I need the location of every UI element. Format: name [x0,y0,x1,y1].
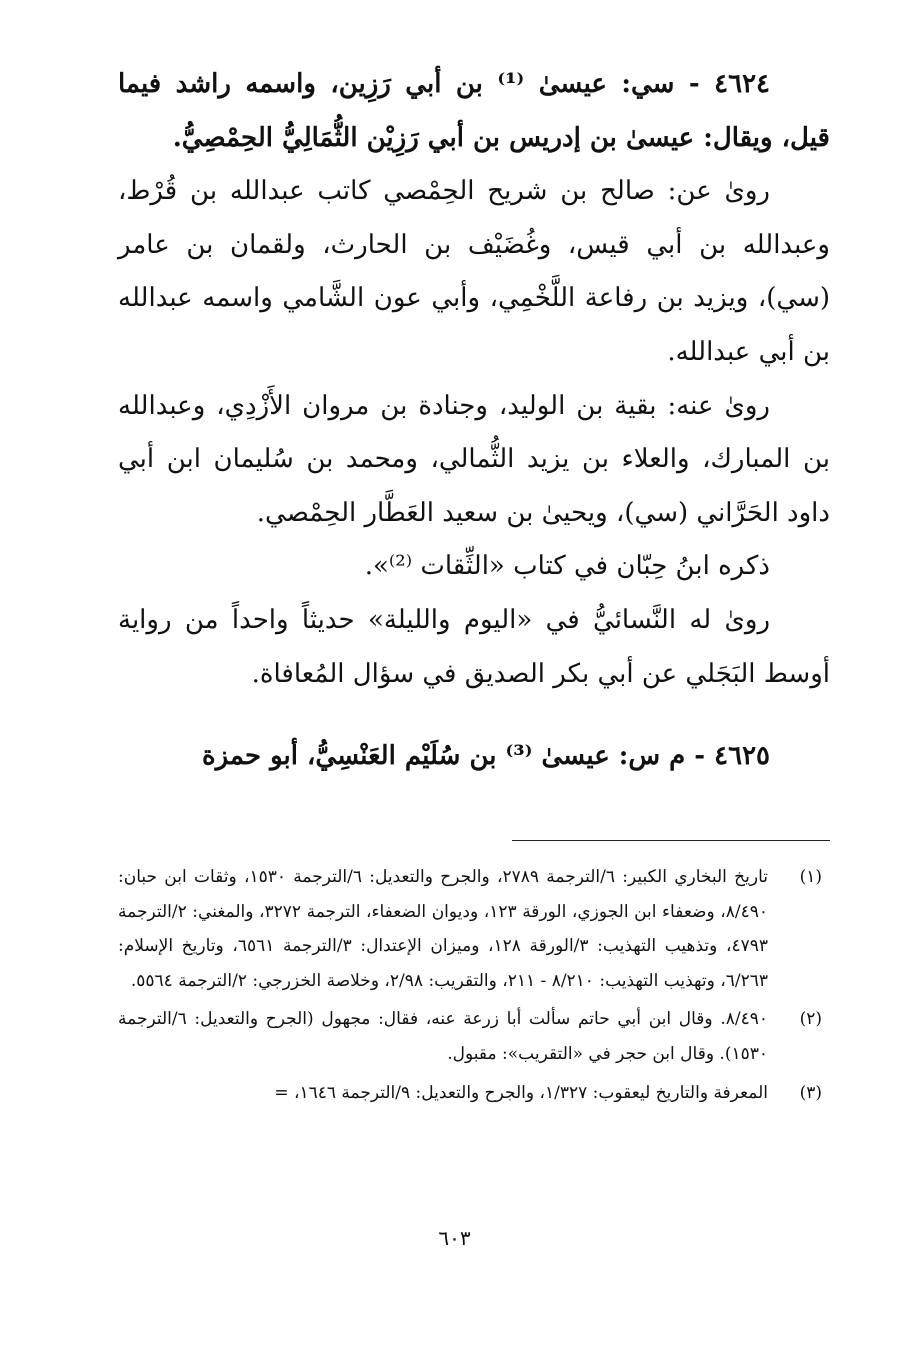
entry-4624-ibn-hibban: ذكره ابنُ حِبّان في كتاب «الثِّقات ⁽²⁾». [364,551,770,582]
footnote-text: ٨/٤٩٠. وقال ابن أبي حاتم سألت أبا زرعة عنه، فقال: مجهول (الجرح والتعديل: ٦/الترجمة ١٥٣٠). وقال ابن حجر في «التقريب»: مقبول. [118,1009,768,1064]
footnote-number: (٢) [799,1009,822,1030]
entry-4624-narrated-from: رویٰ عن: صالح بن شريح الحِمْصي كاتب عبدالله بن قُرْط، وعبدالله بن أبي قيس، وغُضَيْف بن الحارث، ولقمان بن عامر (سي)، ويزيد بن رفاعة اللَّخْمِي، وأبي عون الشَّامي واسمه عبدالله بن أبي عبدالله. [118,176,830,367]
footnote-text: تاريخ البخاري الكبير: ٦/الترجمة ٢٧٨٩، والجرح والتعديل: ٦/الترجمة ١٥٣٠، وثقات ابن حبان: ٨/٤٩٠، وضعفاء ابن الجوزي، الورقة ١٢٣، وديوان الضعفاء، الترجمة ٣٢٧٢، والمغني: ٢/الترجمة ٤٧٩٣، وتذهيب التهذيب: ٣/الورقة ١٢٨، وميزان الإعتدال: ٣/الترجمة ٦٥٦١، وتاريخ الإسلام: ٦/٢٦٣، وتهذيب التهذيب: ٨/٢١٠ - ٢١١، والتقريب: ٢/٩٨، وخلاصة الخزرجي: ٢/الترجمة ٥٥٦٤. [118,867,769,991]
entry-4624-narrated-by: رویٰ عنه: بقية بن الوليد، وجنادة بن مروان الأَزْدِي، وعبدالله بن المبارك، والعلاء بن يزيد الثُّمالي، ومحمد بن سُليمان ابن أبي داود الحَرَّاني (سي)، ويحيىٰ بن سعيد العَطَّار الحِمْصي. [118,390,830,528]
footnote-divider [512,840,830,841]
footnote-number: (٣) [799,1082,822,1103]
entry-4625-heading: ٤٦٢٥ - م س: عيسىٰ ⁽³⁾ بن سُلَيْم العَنْسِيُّ، أبو حمزة [201,741,770,772]
footnote-number: (١) [799,867,822,887]
footnote-text: المعرفة والتاريخ ليعقوب: ١/٣٢٧، والجرح والتعديل: ٩/الترجمة ١٦٤٦، = [274,1082,768,1103]
footnote-1 [118,860,830,998]
main-text [118,58,830,784]
entry-4624-heading: ٤٦٢٤ - سي: عيسىٰ ⁽¹⁾ بن أبي رَزِين، واسمه راشد فيما قيل، ويقال: عيسىٰ بن إدريس بن أبي رَزِيْن الثُّمَالِيُّ الحِمْصِيُّ. [118,69,830,153]
footnote-2 [118,1002,830,1071]
footnotes [118,860,830,1110]
entry-4624-nasai: رویٰ له النَّسائيُّ في «اليوم والليلة» حديثاً واحداً من رواية أوسط البَجَلي عن أبي بكر الصديق في سؤال المُعافاة. [118,604,830,689]
page-number: ٦٠٣ [438,1226,471,1250]
footnote-3 [118,1076,830,1111]
